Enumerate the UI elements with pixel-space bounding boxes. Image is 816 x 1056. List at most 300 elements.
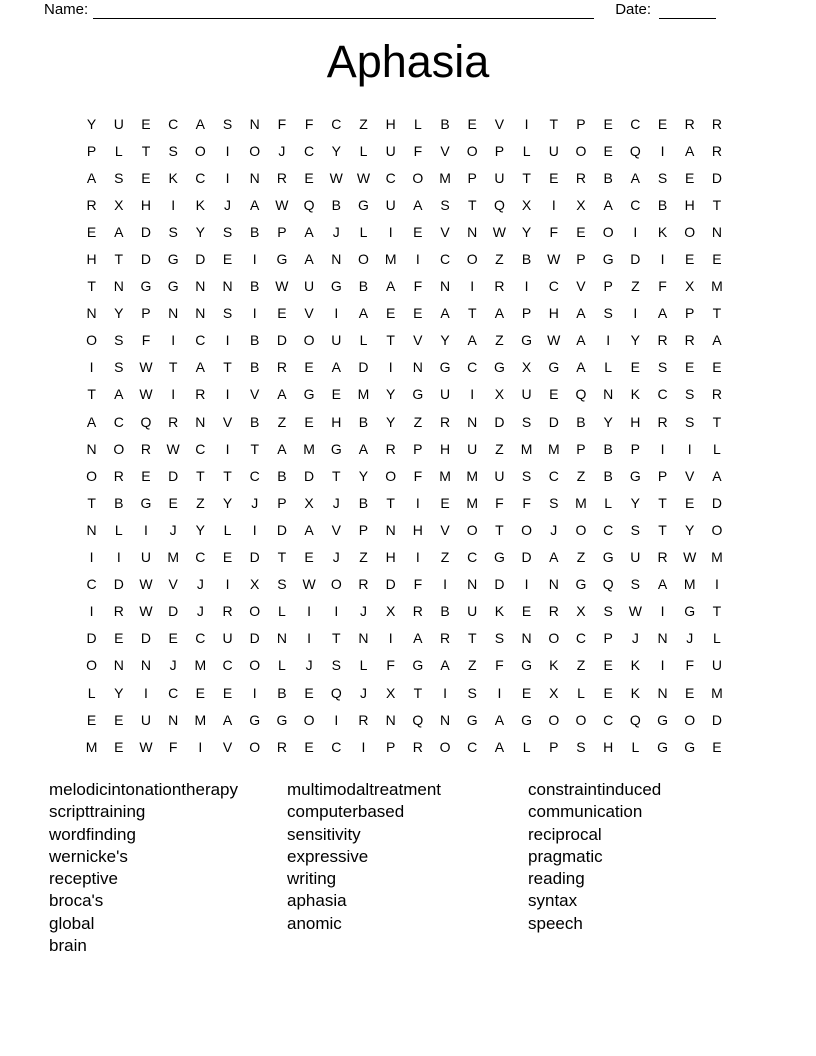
grid-letter: N [195, 278, 206, 295]
grid-letter: L [359, 332, 368, 349]
grid-letter: E [222, 251, 233, 268]
grid-letter: O [303, 332, 315, 349]
grid-letter: A [494, 711, 505, 728]
grid-letter: P [494, 142, 505, 159]
grid-letter: T [223, 467, 232, 484]
grid-letter: E [304, 359, 314, 376]
word-item: writing [287, 869, 337, 889]
grid-letter: G [466, 711, 478, 728]
grid-letter: B [277, 684, 287, 701]
grid-letter: E [657, 115, 668, 132]
grid-letter: R [113, 603, 124, 620]
grid-letter: D [195, 251, 206, 268]
grid-letter: I [252, 305, 257, 322]
grid-letter: A [86, 413, 97, 430]
grid-letter: B [250, 332, 260, 349]
grid-letter: R [575, 169, 587, 186]
grid-letter: E [521, 684, 532, 701]
grid-letter: H [412, 521, 423, 538]
grid-letter: G [493, 549, 505, 566]
grid-letter: N [439, 711, 451, 728]
grid-letter: V [222, 738, 233, 755]
word-item: melodicintonationtherapy [49, 780, 239, 799]
grid-letter: O [412, 169, 424, 186]
grid-letter: E [86, 711, 97, 728]
grid-letter: Y [114, 305, 124, 322]
grid-letter: Y [385, 386, 396, 403]
grid-letter: U [467, 603, 478, 620]
grid-letter: Y [630, 332, 641, 349]
grid-letter: O [194, 142, 206, 159]
grid-letter: L [359, 657, 368, 674]
word-item: global [49, 913, 95, 933]
grid-letter: L [359, 142, 368, 159]
grid-letter: P [576, 251, 586, 268]
grid-letter: L [577, 684, 585, 701]
grid-letter: G [521, 711, 533, 728]
grid-letter: M [466, 467, 479, 484]
grid-letter: G [412, 657, 424, 674]
grid-letter: A [304, 251, 314, 268]
grid-letter: P [413, 440, 423, 457]
word-item: expressive [287, 846, 369, 866]
grid-letter: Z [196, 494, 205, 511]
grid-letter: X [250, 576, 260, 593]
grid-letter: D [711, 494, 722, 511]
grid-letter: L [359, 223, 368, 240]
grid-letter: E [195, 684, 206, 701]
grid-letter: B [440, 115, 450, 132]
grid-letter: E [712, 251, 722, 268]
grid-letter: A [576, 359, 586, 376]
grid-letter: A [494, 305, 505, 322]
grid-letter: P [603, 278, 613, 295]
grid-letter: S [222, 115, 233, 132]
grid-letter: C [195, 332, 206, 349]
grid-letter: N [86, 440, 97, 457]
grid-letter: O [249, 657, 261, 674]
grid-letter: E [385, 305, 396, 322]
grid-letter: N [113, 657, 124, 674]
grid-letter: K [494, 603, 505, 620]
grid-letter: T [250, 440, 259, 457]
grid-letter: A [222, 711, 233, 728]
grid-letter: N [331, 251, 342, 268]
grid-letter: J [332, 549, 340, 566]
grid-letter: S [222, 305, 233, 322]
grid-letter: N [140, 657, 152, 674]
grid-letter: X [494, 386, 505, 403]
grid-letter: H [86, 251, 97, 268]
grid-letter: T [87, 278, 96, 295]
grid-letter: E [114, 738, 124, 755]
grid-letter: I [714, 576, 719, 593]
grid-letter: B [603, 169, 613, 186]
grid-letter: I [388, 359, 393, 376]
grid-letter: Q [629, 142, 641, 159]
grid-letter: E [304, 738, 314, 755]
grid-letter: J [359, 603, 367, 620]
grid-letter: T [549, 115, 559, 132]
grid-letter: I [388, 223, 393, 240]
grid-letter: S [685, 413, 695, 430]
word-list-column [49, 779, 287, 957]
grid-letter: I [524, 278, 529, 295]
grid-letter: F [658, 278, 667, 295]
grid-letter: D [140, 223, 152, 240]
grid-letter: S [603, 305, 613, 322]
word-item: brain [49, 936, 87, 956]
grid-letter: R [113, 467, 124, 484]
grid-letter: D [113, 576, 124, 593]
grid-letter: K [549, 657, 559, 674]
grid-letter: Y [195, 223, 206, 240]
grid-letter: S [222, 223, 233, 240]
grid-letter: N [657, 630, 668, 647]
grid-letter: C [630, 115, 641, 132]
grid-letter: G [657, 711, 668, 728]
grid-letter: R [711, 142, 722, 159]
grid-letter: G [657, 738, 668, 755]
grid-letter: X [521, 196, 532, 213]
grid-letter: I [415, 494, 420, 511]
grid-letter: C [439, 251, 451, 268]
grid-letter: F [495, 657, 504, 674]
grid-letter: I [687, 440, 692, 457]
word-item: anomic [287, 913, 342, 933]
grid-letter: O [684, 711, 696, 728]
grid-letter: B [358, 413, 369, 430]
grid-letter: P [141, 305, 151, 322]
grid-letter: V [222, 413, 233, 430]
grid-letter: N [467, 413, 478, 430]
grid-letter: M [194, 711, 207, 728]
name-fill-line [93, 3, 594, 19]
grid-letter: Z [631, 278, 640, 295]
grid-letter: N [168, 711, 179, 728]
grid-letter: S [467, 684, 477, 701]
grid-letter: M [439, 169, 451, 186]
word-item: constraintinduced [528, 780, 662, 799]
grid-letter: H [331, 413, 342, 430]
grid-letter: R [657, 332, 668, 349]
grid-letter: C [548, 278, 559, 295]
grid-letter: E [331, 386, 341, 403]
grid-letter: N [86, 305, 97, 322]
grid-letter: K [630, 386, 641, 403]
grid-letter: Z [576, 657, 586, 674]
grid-letter: R [276, 359, 287, 376]
grid-letter: N [249, 115, 260, 132]
grid-letter: V [168, 576, 178, 593]
grid-letter: I [225, 332, 230, 349]
grid-letter: E [712, 738, 722, 755]
grid-letter: A [467, 332, 477, 349]
grid-letter: T [277, 549, 287, 566]
grid-letter: B [358, 494, 369, 511]
grid-letter: N [385, 711, 396, 728]
grid-letter: O [385, 467, 397, 484]
grid-letter: O [303, 711, 315, 728]
grid-letter: C [603, 521, 614, 538]
grid-letter: G [167, 278, 179, 295]
grid-letter: Z [576, 549, 586, 566]
grid-letter: N [467, 223, 478, 240]
grid-letter: I [225, 386, 230, 403]
grid-letter: N [168, 305, 179, 322]
grid-letter: L [114, 142, 123, 159]
grid-letter: I [606, 332, 611, 349]
grid-letter: I [225, 440, 230, 457]
grid-letter: O [249, 142, 261, 159]
grid-letter: A [712, 467, 722, 484]
grid-letter: A [195, 115, 206, 132]
grid-letter: E [467, 115, 477, 132]
grid-letter: I [415, 251, 420, 268]
grid-letter: R [86, 196, 97, 213]
grid-letter: O [548, 630, 560, 647]
grid-letter: A [114, 386, 124, 403]
grid-letter: L [278, 657, 286, 674]
grid-letter: L [114, 521, 123, 538]
grid-letter: T [141, 142, 151, 159]
grid-letter: E [685, 494, 695, 511]
grid-letter: V [576, 278, 586, 295]
grid-letter: T [467, 305, 477, 322]
grid-letter: C [168, 684, 179, 701]
grid-letter: J [332, 494, 340, 511]
grid-letter: Y [114, 684, 124, 701]
grid-letter: O [439, 738, 451, 755]
grid-letter: W [139, 386, 153, 403]
grid-letter: V [685, 467, 695, 484]
grid-letter: J [278, 142, 286, 159]
grid-letter: A [494, 738, 505, 755]
grid-letter: S [168, 142, 178, 159]
grid-letter: M [439, 467, 451, 484]
grid-letter: K [630, 657, 641, 674]
grid-letter: L [604, 494, 613, 511]
grid-letter: V [250, 386, 260, 403]
grid-letter: E [685, 359, 695, 376]
grid-letter: L [87, 684, 96, 701]
word-item: wordfinding [49, 824, 136, 844]
grid-letter: N [222, 278, 233, 295]
grid-letter: A [603, 196, 613, 213]
grid-letter: G [548, 359, 560, 376]
grid-letter: T [332, 467, 341, 484]
grid-letter: I [633, 223, 638, 240]
grid-letter: A [86, 169, 97, 186]
grid-letter: H [140, 196, 152, 213]
grid-letter: E [576, 223, 586, 240]
grid-letter: O [466, 142, 478, 159]
grid-letter: R [140, 440, 152, 457]
grid-letter: N [276, 630, 287, 647]
grid-letter: T [712, 305, 722, 322]
grid-letter: R [276, 169, 287, 186]
grid-letter: O [466, 521, 478, 538]
grid-letter: U [630, 549, 641, 566]
grid-letter: T [467, 196, 477, 213]
grid-letter: K [168, 169, 178, 186]
grid-letter: I [633, 305, 638, 322]
grid-letter: W [547, 332, 561, 349]
grid-letter: H [548, 305, 559, 322]
grid-letter: T [658, 521, 667, 538]
grid-letter: D [140, 630, 152, 647]
grid-letter: F [549, 223, 559, 240]
grid-letter: C [113, 413, 124, 430]
grid-letter: J [196, 603, 204, 620]
grid-letter: E [413, 305, 423, 322]
grid-letter: J [359, 684, 367, 701]
grid-letter: Y [630, 494, 641, 511]
grid-letter: W [139, 738, 153, 755]
grid-letter: P [549, 738, 559, 755]
grid-letter: P [576, 440, 586, 457]
grid-letter: W [275, 196, 289, 213]
grid-letter: G [303, 386, 315, 403]
date-label: Date: [615, 1, 652, 18]
grid-letter: Y [358, 467, 369, 484]
grid-letter: A [304, 521, 314, 538]
grid-letter: S [657, 359, 668, 376]
grid-letter: I [524, 115, 529, 132]
grid-letter: F [277, 115, 287, 132]
grid-letter: D [494, 576, 505, 593]
grid-letter: T [712, 196, 722, 213]
grid-letter: C [168, 115, 179, 132]
grid-letter: N [548, 576, 559, 593]
grid-letter: M [711, 684, 723, 701]
grid-letter: V [331, 521, 341, 538]
grid-letter: R [412, 738, 423, 755]
grid-letter: E [141, 115, 151, 132]
grid-letter: I [225, 142, 230, 159]
grid-letter: C [304, 142, 315, 159]
grid-letter: I [252, 251, 257, 268]
grid-letter: C [630, 196, 641, 213]
grid-letter: D [711, 711, 722, 728]
grid-letter: D [630, 251, 641, 268]
grid-letter: M [357, 386, 370, 403]
grid-letter: X [114, 196, 124, 213]
grid-letter: Y [685, 521, 695, 538]
grid-letter: T [386, 332, 395, 349]
grid-letter: F [168, 738, 178, 755]
word-item: pragmatic [528, 846, 603, 866]
word-item: reciprocal [528, 824, 602, 844]
grid-letter: S [576, 738, 586, 755]
grid-letter: L [522, 142, 531, 159]
grid-letter: I [660, 657, 665, 674]
grid-letter: Z [277, 413, 287, 430]
grid-letter: A [413, 630, 423, 647]
grid-letter: C [195, 440, 206, 457]
grid-letter: G [412, 386, 424, 403]
grid-letter: I [470, 386, 475, 403]
grid-letter: O [249, 738, 261, 755]
grid-letter: S [630, 576, 641, 593]
grid-letter: R [494, 278, 505, 295]
grid-letter: R [222, 603, 233, 620]
grid-letter: R [439, 630, 451, 647]
grid-letter: E [141, 467, 151, 484]
grid-letter: G [684, 603, 696, 620]
grid-letter: J [305, 657, 313, 674]
grid-letter: O [684, 223, 696, 240]
grid-letter: E [304, 413, 314, 430]
grid-letter: M [303, 440, 315, 457]
grid-letter: H [385, 115, 396, 132]
grid-letter: I [388, 630, 393, 647]
grid-letter: Y [222, 494, 233, 511]
grid-letter: A [250, 196, 260, 213]
grid-letter: N [86, 521, 97, 538]
puzzle-title: Aphasia [326, 36, 490, 87]
grid-letter: Q [629, 711, 641, 728]
grid-letter: U [494, 169, 505, 186]
grid-letter: G [575, 576, 587, 593]
grid-letter: K [630, 684, 641, 701]
grid-letter: V [440, 521, 450, 538]
grid-letter: G [358, 196, 369, 213]
grid-letter: G [521, 332, 533, 349]
grid-letter: P [521, 305, 532, 322]
grid-letter: E [86, 223, 97, 240]
grid-letter: N [113, 278, 124, 295]
grid-letter: A [331, 359, 341, 376]
grid-letter: V [304, 305, 314, 322]
grid-letter: I [89, 549, 94, 566]
grid-letter: C [331, 115, 342, 132]
grid-letter: T [87, 386, 96, 403]
grid-letter: E [277, 305, 287, 322]
grid-letter: P [657, 467, 668, 484]
grid-letter: J [631, 630, 639, 647]
grid-letter: E [603, 142, 613, 159]
grid-letter: T [332, 630, 341, 647]
grid-letter: X [576, 603, 586, 620]
grid-letter: O [466, 251, 478, 268]
grid-letter: Z [467, 657, 477, 674]
grid-letter: N [412, 359, 423, 376]
grid-letter: S [114, 332, 124, 349]
grid-letter: W [492, 223, 507, 240]
grid-letter: Q [140, 413, 152, 430]
word-item: broca's [49, 891, 104, 911]
grid-letter: O [711, 521, 723, 538]
grid-letter: J [550, 521, 558, 538]
grid-letter: H [385, 549, 396, 566]
grid-letter: X [549, 684, 559, 701]
grid-letter: I [252, 684, 257, 701]
grid-letter: T [168, 359, 178, 376]
grid-letter: Z [440, 549, 450, 566]
grid-letter: P [467, 169, 477, 186]
date-fill-line [659, 3, 716, 19]
grid-letter: R [358, 576, 369, 593]
grid-letter: P [277, 223, 287, 240]
grid-letter: A [440, 305, 450, 322]
grid-letter: C [249, 467, 260, 484]
grid-letter: W [275, 278, 289, 295]
grid-letter: I [171, 386, 176, 403]
grid-letter: X [685, 278, 695, 295]
letter-grid [78, 110, 731, 760]
grid-letter: H [684, 196, 695, 213]
